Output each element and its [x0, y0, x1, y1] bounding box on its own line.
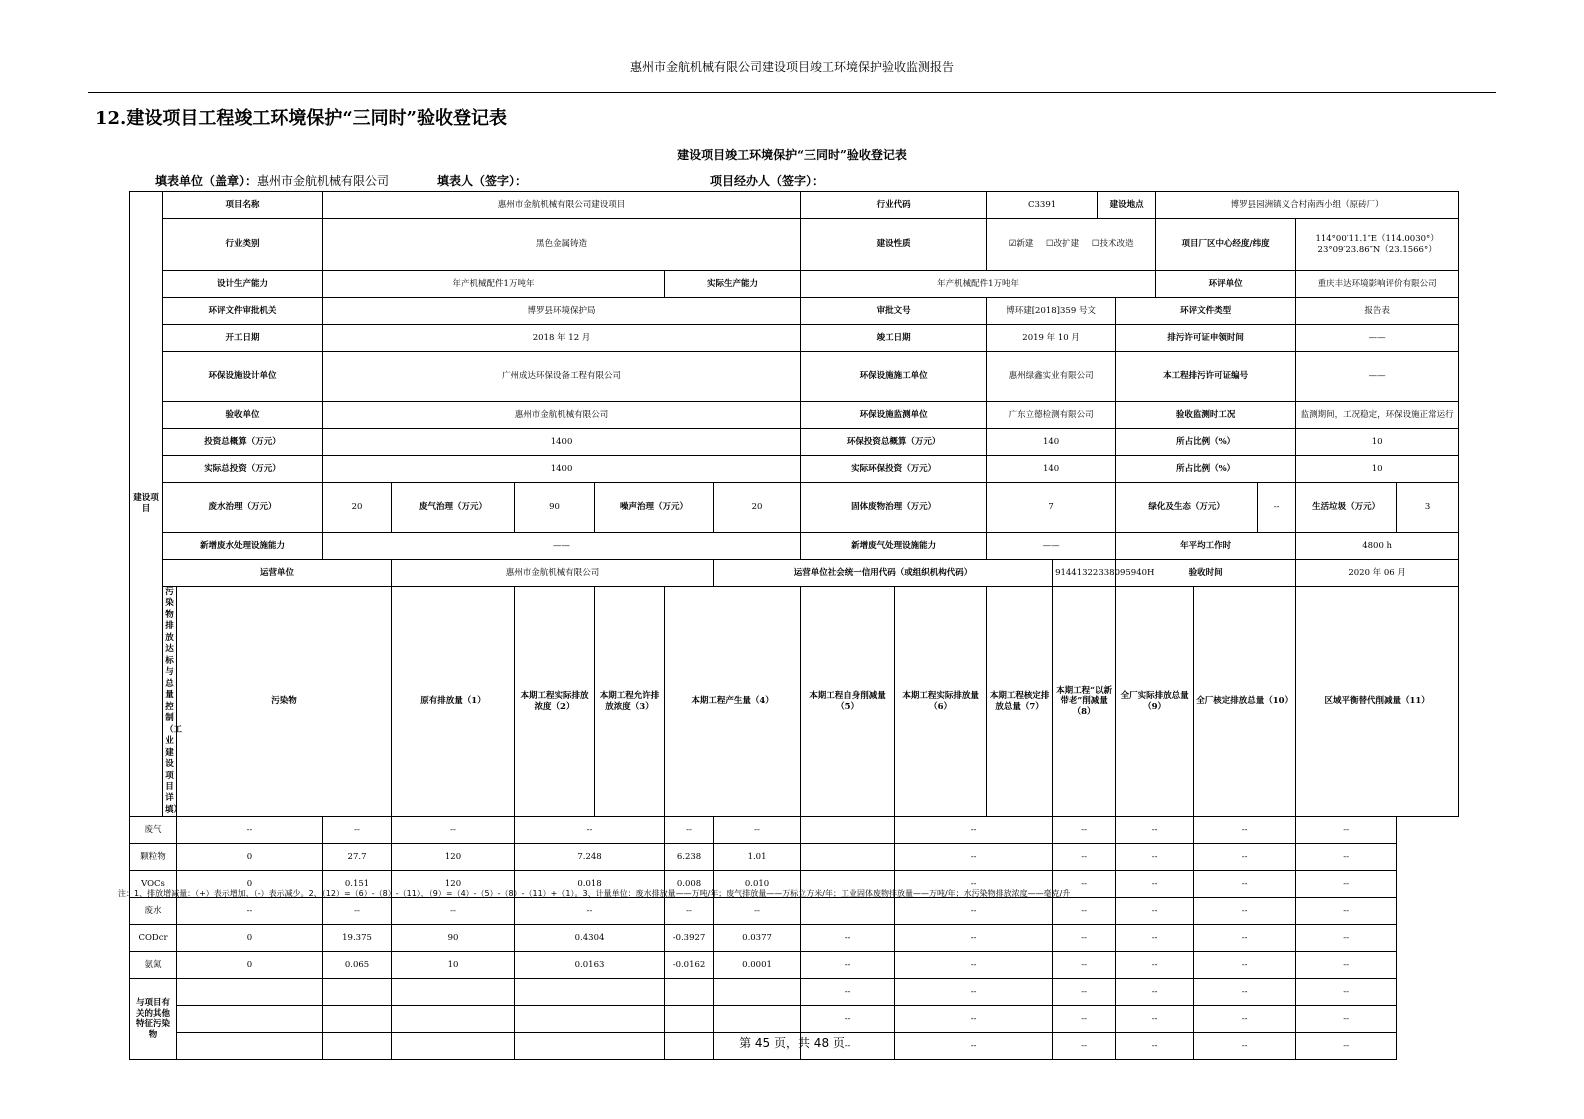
pollutant-value: -- [1053, 844, 1116, 871]
pollutant-name: 颗粒物 [130, 844, 177, 871]
pollutant-name: VOCs [130, 871, 177, 898]
pollutant-value: 0.151 [323, 871, 392, 898]
pollutant-value: -- [1194, 979, 1296, 1006]
pollutant-value: 0.0001 [714, 952, 801, 979]
pollutant-value: -- [1053, 871, 1116, 898]
eia-type-label: 环评文件类型 [1116, 298, 1296, 325]
actual-capacity-label: 实际生产能力 [665, 271, 801, 298]
pollutant-value: -- [177, 898, 323, 925]
acceptance-time: 2020 年 06 月 [1296, 560, 1459, 587]
pollutant-value: -- [1116, 1033, 1194, 1060]
document-header: 惠州市金航机械有限公司建设项目竣工环境保护验收监测报告 [629, 60, 954, 74]
new-ww-label: 新增废水处理设施能力 [163, 533, 323, 560]
nature-new-checkbox: ☑新建 [1008, 239, 1034, 250]
pollutant-rows [130, 817, 1459, 1060]
pollutant-value: -- [515, 898, 665, 925]
table-row [130, 219, 1459, 271]
solid-label: 固体废物治理（万元） [801, 483, 987, 533]
nature-expand-checkbox: ☐改扩建 [1046, 239, 1080, 250]
table-row [130, 898, 1459, 925]
pollutant-value: -- [801, 1033, 895, 1060]
table-note: 注：1、排放增减量：（+）表示增加，（-）表示减少。2、（12）=（6）-（8）-（11），（9）=（4）-（5）-（8）-（11）+（1）。3、计量单位：废水排放量——万吨/年；废气排放量——万标立方米/年；工业固体废物排放量——万吨/年；水污染物排放浓度——毫克/升 [118, 889, 1071, 898]
pollutant-value: -- [895, 925, 1053, 952]
industry-code: C3391 [987, 192, 1098, 219]
table-row [130, 925, 1459, 952]
finish-date-label: 竣工日期 [801, 325, 987, 352]
pollutant-value: -- [714, 817, 801, 844]
coord-value: 114°00′11.1″E（114.0030°） 23°09′23.86″N（23.1566°） [1296, 219, 1459, 271]
manager-label: 项目经办人（签字）： [710, 174, 825, 188]
work-time: 4800 h [1296, 533, 1459, 560]
pollutant-header-row [130, 587, 1459, 817]
pollutant-value: -- [1194, 952, 1296, 979]
pollutant-value [392, 1006, 515, 1033]
pollutant-header: 全厂实际排放总量（9） [1116, 587, 1194, 817]
ratio-budget-label: 所占比例（%） [1116, 429, 1296, 456]
eia-unit-label: 环评单位 [1156, 271, 1296, 298]
pollutant-value: -- [1053, 1006, 1116, 1033]
coord-label: 项目厂区中心经度/纬度 [1156, 219, 1296, 271]
pollutant-value: -- [665, 898, 714, 925]
pollutant-value: -- [515, 817, 665, 844]
nature-options [987, 219, 1156, 271]
pollutant-value: -- [1194, 817, 1296, 844]
pollutant-value: -- [1194, 1006, 1296, 1033]
nature-label: 建设性质 [801, 219, 987, 271]
pollutant-value: 0.4304 [515, 925, 665, 952]
credit-code: 91441322338095940H [1053, 560, 1116, 587]
new-ww: —— [323, 533, 801, 560]
filler-label: 填表人（签字）： [437, 174, 528, 188]
invest-budget: 1400 [323, 429, 801, 456]
pollutant-value: -- [1296, 898, 1397, 925]
pollutant-value: -- [1116, 844, 1194, 871]
table-row [130, 560, 1459, 587]
industry-code-label: 行业代码 [801, 192, 987, 219]
actual-capacity: 年产机械配件1万吨年 [801, 271, 1156, 298]
table-row [130, 271, 1459, 298]
pollutant-value: -- [1116, 1006, 1194, 1033]
noise-label: 噪声治理（万元） [595, 483, 714, 533]
credit-code-label: 运营单位社会统一信用代码（或组织机构代码） [714, 560, 1053, 587]
pollutant-header: 本期工程核定排放总量（7） [987, 587, 1053, 817]
pollutant-value: -- [1194, 871, 1296, 898]
pollutant-value: 10 [392, 952, 515, 979]
design-capacity: 年产机械配件1万吨年 [323, 271, 665, 298]
pollutant-header: 区域平衡替代削减量（11） [1296, 587, 1459, 817]
pollutant-value: 0 [177, 952, 323, 979]
table-row [130, 952, 1459, 979]
page-number: 第 45 页，共 48 页 [739, 1036, 845, 1050]
pollutant-value: -- [1053, 952, 1116, 979]
wastewater-label: 废水治理（万元） [163, 483, 323, 533]
location-label: 建设地点 [1098, 192, 1156, 219]
construction-group-label: 建设项目 [130, 192, 163, 817]
pollutant-value: -- [801, 979, 895, 1006]
pollutant-value: 0.018 [515, 871, 665, 898]
pollutant-value: 120 [392, 871, 515, 898]
pollutant-value: -- [1296, 844, 1397, 871]
pollutant-value: -- [801, 1006, 895, 1033]
approval-no-label: 审批文号 [801, 298, 987, 325]
work-time-label: 年平均工作时 [1116, 533, 1296, 560]
pollutant-value: -- [1116, 952, 1194, 979]
pollutant-value: 0.008 [665, 871, 714, 898]
table-row [130, 402, 1459, 429]
acceptance-unit: 惠州市金航机械有限公司 [323, 402, 801, 429]
operation-unit: 惠州市金航机械有限公司 [392, 560, 714, 587]
env-invest-budget-label: 环保投资总概算（万元） [801, 429, 987, 456]
noise: 20 [714, 483, 801, 533]
pollutant-value: -- [1116, 979, 1194, 1006]
green: -- [1258, 483, 1296, 533]
pollutant-value [323, 1006, 392, 1033]
pollutant-value: -- [1053, 898, 1116, 925]
permit-date: —— [1296, 325, 1459, 352]
new-gas: —— [987, 533, 1116, 560]
project-name-label: 项目名称 [163, 192, 323, 219]
pollutant-value: -- [1194, 1033, 1296, 1060]
table-row [130, 325, 1459, 352]
pollutant-value: -- [323, 898, 392, 925]
pollutant-header: 本期工程自身削减量（5） [801, 587, 895, 817]
pollutant-name: CODcr [130, 925, 177, 952]
start-date-label: 开工日期 [163, 325, 323, 352]
pollutant-value: 0.0377 [714, 925, 801, 952]
pollutant-value [515, 979, 665, 1006]
pollutant-value: 0 [177, 871, 323, 898]
pollutant-value: 90 [392, 925, 515, 952]
pollutant-value: -- [801, 952, 895, 979]
pollutant-value: -- [1194, 925, 1296, 952]
pollutant-value: 0.0163 [515, 952, 665, 979]
pollutant-value: 27.7 [323, 844, 392, 871]
pollutant-header: 本期工程产生量（4） [665, 587, 801, 817]
pollutant-value: -- [801, 925, 895, 952]
pollutant-value: -- [665, 817, 714, 844]
pollutant-value: -- [1053, 817, 1116, 844]
env-design-label: 环保设施设计单位 [163, 352, 323, 402]
start-date: 2018 年 12 月 [323, 325, 801, 352]
pollutant-value [323, 979, 392, 1006]
table-row [130, 456, 1459, 483]
pollutant-value: 0.010 [714, 871, 801, 898]
fill-unit [155, 172, 389, 189]
pollutant-value: 0.065 [323, 952, 392, 979]
pollutant-value [177, 1006, 323, 1033]
pollutant-header: 本期工程允许排放浓度（3） [595, 587, 665, 817]
other-pollutants-label: 与项目有关的其他特征污染物 [130, 979, 177, 1060]
pollutant-value: -- [1296, 1033, 1397, 1060]
pollutant-value: -- [895, 898, 1053, 925]
eia-unit: 重庆丰达环境影响评价有限公司 [1296, 271, 1459, 298]
pollutant-name: 废水 [130, 898, 177, 925]
operation-unit-label: 运营单位 [163, 560, 392, 587]
pollutant-value: -- [1194, 898, 1296, 925]
pollutant-value: -- [177, 817, 323, 844]
pollutant-header: 污染物 [177, 587, 392, 817]
pollutant-value: -0.0162 [665, 952, 714, 979]
pollutant-value: 7.248 [515, 844, 665, 871]
other-label: 生活垃圾（万元） [1296, 483, 1397, 533]
pollutant-value [665, 979, 714, 1006]
pollutant-value: -- [714, 898, 801, 925]
pollutant-value: -- [1296, 871, 1397, 898]
permit-no: —— [1296, 352, 1459, 402]
new-gas-label: 新增废气处理设施能力 [801, 533, 987, 560]
table-row [130, 817, 1459, 844]
permit-no-label: 本工程排污许可证编号 [1116, 352, 1296, 402]
env-build: 惠州绿鑫实业有限公司 [987, 352, 1116, 402]
table-row [130, 844, 1459, 871]
table-row [130, 192, 1459, 219]
finish-date: 2019 年 10 月 [987, 325, 1116, 352]
pollutant-header: 原有排放量（1） [392, 587, 515, 817]
pollutant-value: -- [1053, 925, 1116, 952]
pollutant-value: -- [1296, 925, 1397, 952]
pollutant-value: -0.3927 [665, 925, 714, 952]
solid: 7 [987, 483, 1116, 533]
pollutant-value: -- [1296, 952, 1397, 979]
env-build-label: 环保设施施工单位 [801, 352, 987, 402]
pollutant-value: -- [1194, 844, 1296, 871]
monitor-unit-label: 环保设施监测单位 [801, 402, 987, 429]
eia-approve-label: 环评文件审批机关 [163, 298, 323, 325]
pollutant-value: 6.238 [665, 844, 714, 871]
pollutant-value: 1.01 [714, 844, 801, 871]
invest-budget-label: 投资总概算（万元） [163, 429, 323, 456]
eia-approve: 博罗县环境保护局 [323, 298, 801, 325]
actual-env-invest-label: 实际环保投资（万元） [801, 456, 987, 483]
pollutant-value: -- [1296, 979, 1397, 1006]
waste-gas-label: 废气治理（万元） [392, 483, 515, 533]
project-name: 惠州市金航机械有限公司建设项目 [323, 192, 801, 219]
actual-invest: 1400 [323, 456, 801, 483]
pollutant-value: 0 [177, 925, 323, 952]
pollutant-header: 本期工程实际排放量（6） [895, 587, 987, 817]
pollutant-value: -- [895, 1033, 1053, 1060]
table-row [130, 298, 1459, 325]
pollutant-value: -- [895, 871, 1053, 898]
acceptance-table [129, 191, 1459, 1060]
location: 博罗县园洲镇义合村南西小组（原砖厂） [1156, 192, 1459, 219]
table-row [130, 533, 1459, 560]
ratio-actual-label: 所占比例（%） [1116, 456, 1296, 483]
pollutant-header: 本期工程“以新带老”削减量（8） [1053, 587, 1116, 817]
pollutant-value [714, 1006, 801, 1033]
approval-no: 博环建[2018]359 号文 [987, 298, 1116, 325]
ratio-budget: 10 [1296, 429, 1459, 456]
pollutant-value [177, 979, 323, 1006]
section-title: 12.建设项目工程竣工环境保护“三同时”验收登记表 [95, 108, 508, 129]
fill-unit-value: 惠州市金航机械有限公司 [257, 174, 390, 188]
waste-gas: 90 [515, 483, 595, 533]
pollutant-value: -- [1053, 1033, 1116, 1060]
table-row [130, 979, 1459, 1006]
actual-invest-label: 实际总投资（万元） [163, 456, 323, 483]
env-invest-budget: 140 [987, 429, 1116, 456]
ratio-actual: 10 [1296, 456, 1459, 483]
table-title: 建设项目竣工环境保护“三同时”验收登记表 [677, 148, 907, 162]
permit-date-label: 排污许可证申领时间 [1116, 325, 1296, 352]
pollutant-value [801, 844, 895, 871]
green-label: 绿化及生态（万元） [1116, 483, 1258, 533]
pollutant-value: -- [1116, 817, 1194, 844]
design-capacity-label: 设计生产能力 [163, 271, 323, 298]
pollutant-value: -- [895, 979, 1053, 1006]
fill-unit-label: 填表单位（盖章）： [155, 174, 258, 188]
pollutant-value [515, 1006, 665, 1033]
pollutant-value: 19.375 [323, 925, 392, 952]
other: 3 [1397, 483, 1459, 533]
pollutant-value [392, 979, 515, 1006]
pollutant-value: -- [1053, 979, 1116, 1006]
pollutant-value: -- [1296, 817, 1397, 844]
pollutant-header: 全厂核定排放总量（10） [1194, 587, 1296, 817]
eia-type: 报告表 [1296, 298, 1459, 325]
industry-type-label: 行业类别 [163, 219, 323, 271]
pollutant-value: -- [895, 1006, 1053, 1033]
pollutant-value: -- [1116, 871, 1194, 898]
pollutant-header: 本期工程实际排放浓度（2） [515, 587, 595, 817]
pollutant-value: -- [895, 844, 1053, 871]
acceptance-unit-label: 验收单位 [163, 402, 323, 429]
pollutant-value [801, 817, 895, 844]
header-divider [88, 92, 1496, 93]
monitor-cond-label: 验收监测时工况 [1116, 402, 1296, 429]
pollutant-value [801, 898, 895, 925]
pollutant-value: -- [895, 952, 1053, 979]
monitor-unit: 广东立德检测有限公司 [987, 402, 1116, 429]
pollutant-value: 120 [392, 844, 515, 871]
pollutant-value: -- [392, 898, 515, 925]
pollutant-value: -- [323, 817, 392, 844]
table-row [130, 429, 1459, 456]
pollutant-value: -- [1296, 1006, 1397, 1033]
pollutant-value [665, 1006, 714, 1033]
acceptance-time-label: 验收时间 [1116, 560, 1296, 587]
pollutant-name: 废气 [130, 817, 177, 844]
table-row [130, 352, 1459, 402]
pollutant-value: -- [895, 817, 1053, 844]
pollutant-value: -- [1116, 925, 1194, 952]
industry-type: 黑色金属铸造 [323, 219, 801, 271]
monitor-cond: 监测期间，工况稳定，环保设施正常运行 [1296, 402, 1459, 429]
pollutant-group-label: 污染物排放达标与总量控制（工业建设项目详填） [163, 587, 177, 817]
pollutant-value: -- [392, 817, 515, 844]
pollutant-value: -- [1116, 898, 1194, 925]
pollutant-value [714, 979, 801, 1006]
wastewater: 20 [323, 483, 392, 533]
table-row [130, 1006, 1459, 1033]
actual-env-invest: 140 [987, 456, 1116, 483]
pollutant-name: 氨氮 [130, 952, 177, 979]
nature-tech-checkbox: ☐技术改造 [1091, 239, 1134, 250]
pollutant-value: 0 [177, 844, 323, 871]
table-row [130, 483, 1459, 533]
env-design: 广州成达环保设备工程有限公司 [323, 352, 801, 402]
